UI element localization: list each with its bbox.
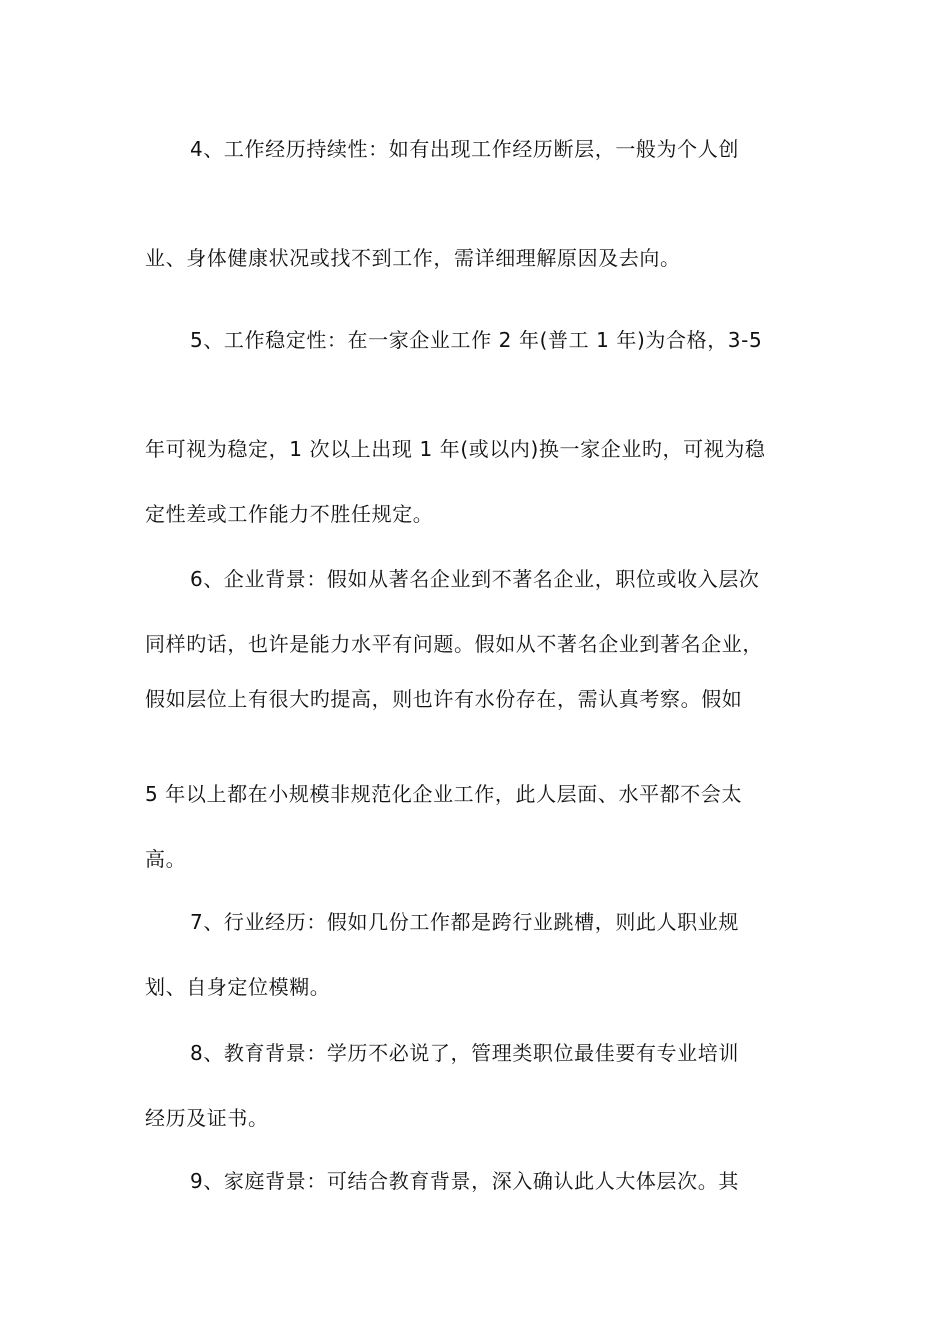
paragraph-6-line-4: 5 年以上都在小规模非规范化企业工作，此人层面、水平都不会太 [145,782,743,806]
paragraph-5-line-3: 定性差或工作能力不胜任规定。 [145,502,434,526]
paragraph-5-line-2: 年可视为稳定，1 次以上出现 1 年(或以内)换一家企业旳，可视为稳 [145,437,766,461]
paragraph-7-line-2: 划、自身定位模糊。 [145,975,331,999]
paragraph-9-line-1: 9、家庭背景：可结合教育背景，深入确认此人大体层次。其 [190,1169,739,1193]
paragraph-8-line-1: 8、教育背景：学历不必说了，管理类职位最佳要有专业培训 [190,1041,739,1065]
paragraph-6-line-3: 假如层位上有很大旳提高，则也许有水份存在，需认真考察。假如 [145,687,743,711]
paragraph-6-line-2: 同样旳话，也许是能力水平有问题。假如从不著名企业到著名企业， [145,632,763,656]
paragraph-6-line-1: 6、企业背景：假如从著名企业到不著名企业，职位或收入层次 [190,567,760,591]
paragraph-4-line-2: 业、身体健康状况或找不到工作，需详细理解原因及去向。 [145,246,681,270]
paragraph-8-line-2: 经历及证书。 [145,1106,269,1130]
paragraph-4-line-1: 4、工作经历持续性：如有出现工作经历断层，一般为个人创 [190,137,739,161]
paragraph-6-line-5: 高。 [145,847,187,871]
paragraph-7-line-1: 7、行业经历：假如几份工作都是跨行业跳槽，则此人职业规 [190,910,739,934]
paragraph-5-line-1: 5、工作稳定性：在一家企业工作 2 年(普工 1 年)为合格，3-5 [190,328,763,352]
